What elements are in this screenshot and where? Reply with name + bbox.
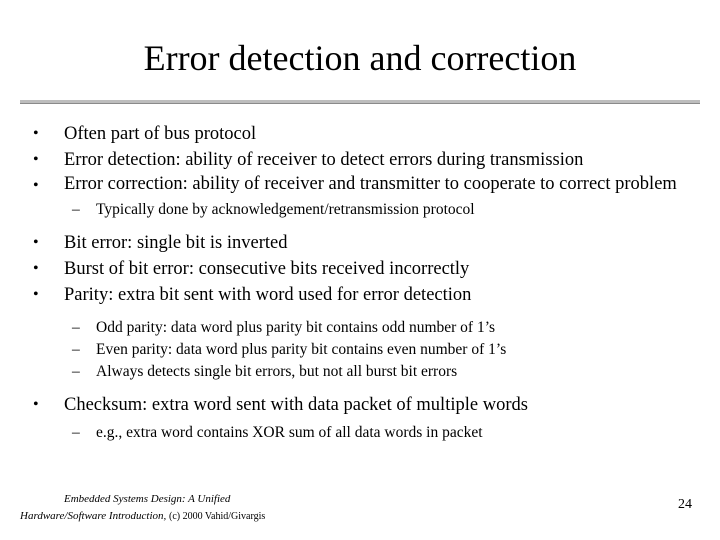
bullet-icon: • <box>33 260 39 277</box>
bullet-list <box>0 121 720 444</box>
sub-bullet-text: Even parity: data word plus parity bit contains even number of 1’s <box>96 341 507 358</box>
bullet-icon: • <box>33 396 39 413</box>
bullet-item <box>0 173 720 195</box>
bullet-item <box>0 230 720 256</box>
bullet-item <box>0 147 720 173</box>
footer-line-1: Embedded Systems Design: A Unified <box>64 493 231 505</box>
bullet-item <box>0 256 720 282</box>
bullet-item <box>0 392 720 418</box>
bullet-text: Parity: extra bit sent with word used for error detection <box>64 285 472 305</box>
bullet-text: Burst of bit error: consecutive bits received incorrectly <box>64 259 470 279</box>
bullet-text: Error correction: ability of receiver and transmitter to cooperate to correct problem <box>64 174 677 194</box>
footer-citation <box>20 491 320 525</box>
sub-bullet-item <box>0 361 720 383</box>
bullet-text: Bit error: single bit is inverted <box>64 233 288 253</box>
sub-bullet-text: e.g., extra word contains XOR sum of all data words in packet <box>96 424 483 441</box>
sub-bullet-item <box>0 339 720 361</box>
sub-bullet-item <box>0 317 720 339</box>
bullet-text: Often part of bus protocol <box>64 124 257 144</box>
bullet-icon: • <box>33 125 39 142</box>
page-number: 24 <box>678 497 692 512</box>
sub-bullet-text: Typically done by acknowledgement/retransmission protocol <box>96 201 475 218</box>
sub-bullet-text: Always detects single bit errors, but not all burst bit errors <box>96 363 458 380</box>
bullet-icon: • <box>33 286 39 303</box>
dash-icon: – <box>72 363 80 380</box>
dash-icon: – <box>72 424 80 441</box>
bullet-text: Checksum: extra word sent with data packet of multiple words <box>64 395 528 415</box>
slide-title: Error detection and correction <box>143 38 577 78</box>
bullet-icon: • <box>33 234 39 251</box>
sub-bullet-text: Odd parity: data word plus parity bit contains odd number of 1’s <box>96 319 496 336</box>
dash-icon: – <box>72 201 80 218</box>
sub-bullet-item <box>0 422 720 444</box>
bullet-icon: • <box>33 151 39 168</box>
footer-line-2: Hardware/Software Introduction, <box>20 510 167 522</box>
dash-icon: – <box>72 319 80 336</box>
bullet-item <box>0 282 720 308</box>
bullet-icon: • <box>33 177 39 194</box>
title-divider <box>20 100 700 104</box>
sub-bullet-item <box>0 199 720 221</box>
footer-copyright: (c) 2000 Vahid/Givargis <box>169 511 266 522</box>
dash-icon: – <box>72 341 80 358</box>
bullet-item <box>0 121 720 147</box>
bullet-text: Error detection: ability of receiver to detect errors during transmission <box>64 150 584 170</box>
